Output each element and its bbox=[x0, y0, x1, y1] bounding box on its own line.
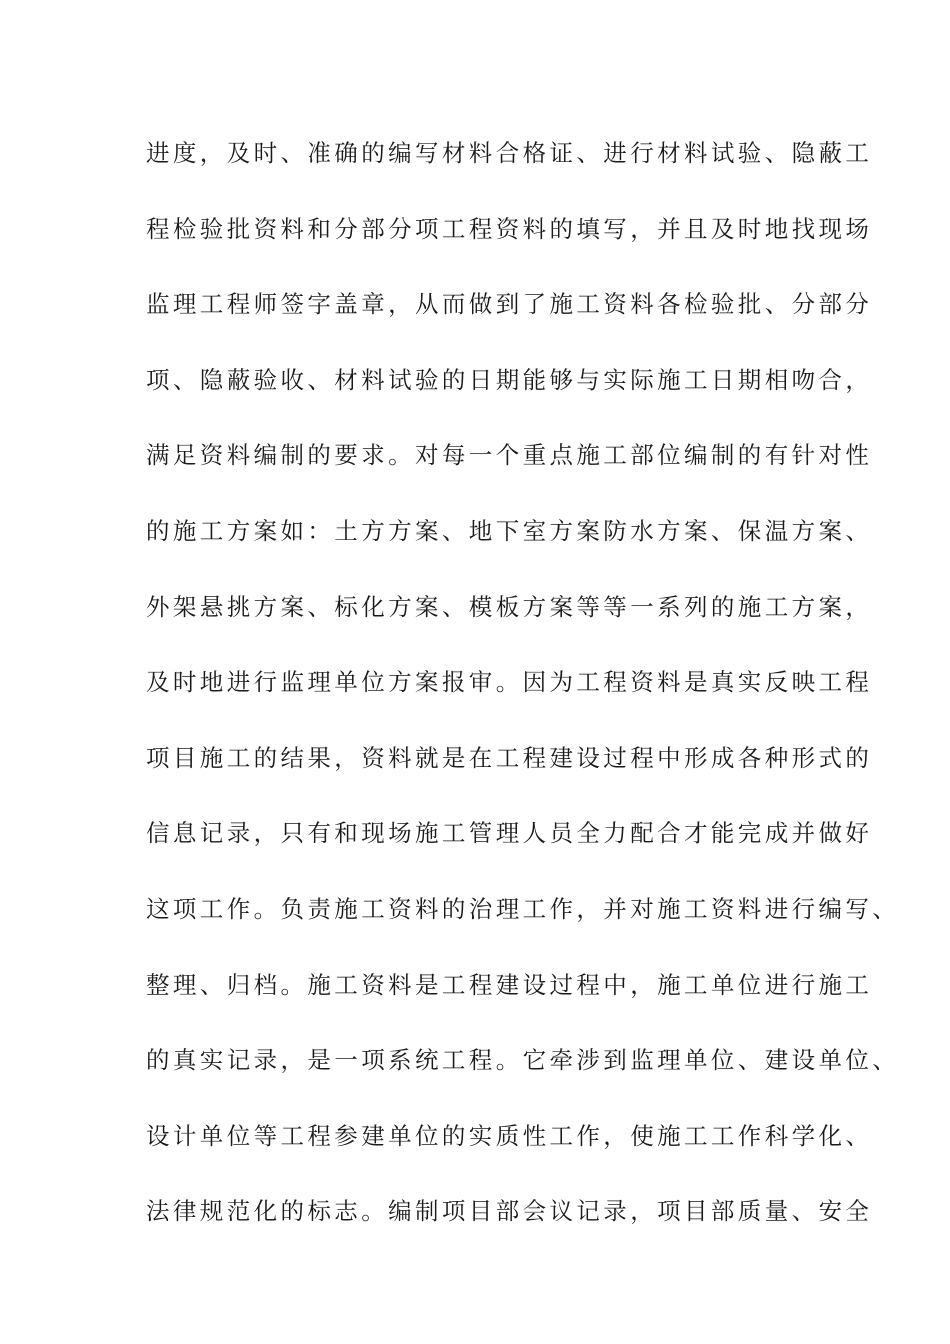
text-line-3: 监理工程师签字盖章，从而做到了施工资料各检验批、分部分 bbox=[146, 290, 873, 319]
text-line-8: 及时地进行监理单位方案报审。因为工程资料是真实反映工程 bbox=[146, 668, 873, 697]
text-line-11: 这项工作。负责施工资料的治理工作，并对施工资料进行编写、 bbox=[146, 894, 900, 923]
text-line-2: 程检验批资料和分部分项工程资料的填写，并且及时地找现场 bbox=[146, 214, 873, 243]
text-line-14: 设计单位等工程参建单位的实质性工作，使施工工作科学化、 bbox=[146, 1121, 873, 1150]
text-line-6: 的施工方案如：土方方案、地下室方案防水方案、保温方案、 bbox=[146, 516, 873, 545]
text-line-12: 整理、归档。施工资料是工程建设过程中，施工单位进行施工 bbox=[146, 970, 873, 999]
text-line-15: 法律规范化的标志。编制项目部会议记录，项目部质量、安全 bbox=[146, 1197, 873, 1226]
text-line-1: 进度，及时、准确的编写材料合格证、进行材料试验、隐蔽工 bbox=[146, 139, 873, 167]
text-line-10: 信息记录，只有和现场施工管理人员全力配合才能完成并做好 bbox=[146, 819, 873, 848]
text-line-5: 满足资料编制的要求。对每一个重点施工部位编制的有针对性 bbox=[146, 441, 873, 470]
text-line-4: 项、隐蔽验收、材料试验的日期能够与实际施工日期相吻合， bbox=[146, 365, 873, 394]
text-line-9: 项目施工的结果，资料就是在工程建设过程中形成各种形式的 bbox=[146, 743, 873, 772]
text-line-13: 的真实记录，是一项系统工程。它牵涉到监理单位、建设单位、 bbox=[146, 1046, 900, 1075]
text-line-7: 外架悬挑方案、标化方案、模板方案等等一系列的施工方案， bbox=[146, 592, 873, 621]
body-text bbox=[146, 133, 900, 1267]
